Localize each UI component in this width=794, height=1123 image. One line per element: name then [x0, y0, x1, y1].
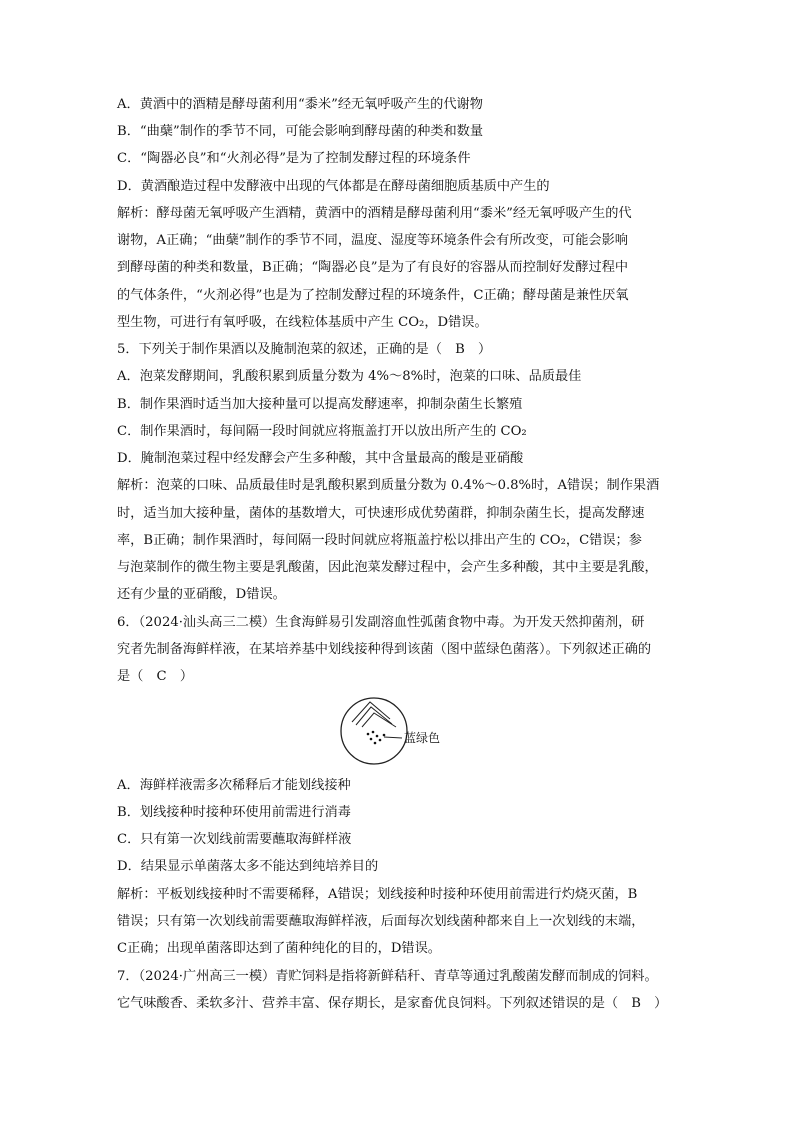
q4-option-d: D．黄酒酿造过程中发酵液中出现的气体都是在酵母菌细胞质基质中产生的 — [117, 179, 550, 194]
q4-analysis-line: 到酵母菌的种类和数量，B正确；“陶器必良”是为了有良好的容器从而控制好发酵过程中 — [117, 260, 629, 275]
q5-analysis-line: 时，适当加大接种量，菌体的基数增大，可快速形成优势菌群，抑制杂菌生长，提高发酵速 — [117, 506, 645, 521]
q6-option-b: B．划线接种时接种环使用前需进行消毒 — [117, 805, 351, 820]
q4-analysis-line: 解析：酵母菌无氧呼吸产生酒精，黄酒中的酒精是酵母菌利用“黍米”经无氧呼吸产生的代 — [117, 206, 632, 221]
q4-option-b: B．“曲蘖”制作的季节不同，可能会影响到酵母菌的种类和数量 — [117, 124, 484, 139]
q4-analysis-line: 型生物，可进行有氧呼吸，在线粒体基质中产生 CO₂，D错误。 — [117, 315, 488, 330]
q4-analysis-line: 的气体条件，“火剂必得”也是为了控制发酵过程的环境条件，C正确；酵母菌是兼性厌氧 — [117, 288, 629, 303]
q5-analysis-line: 解析：泡菜的口味、品质最佳时是乳酸积累到质量分数为 0.4%～0.8%时，A错误；制作果酒 — [117, 478, 660, 493]
q6-stem: 究者先制备海鲜样液，在某培养基中划线接种得到该菌（图中蓝绿色菌落）。下列叙述正确的 — [117, 642, 652, 657]
q5-option-c: C．制作果酒时，每间隔一段时间就应将瓶盖打开以放出所产生的 CO₂ — [117, 424, 527, 439]
streak-line-3 — [362, 713, 396, 727]
q6-analysis-line: 解析：平板划线接种时不需要稀释，A错误；划线接种时接种环使用前需进行灼烧灭菌，B — [117, 887, 638, 902]
q6-stem: 6．（2024·汕头高三二模）生食海鲜易引发副溶血性弧菌食物中毒。为开发天然抑菌剂，研 — [117, 615, 645, 630]
q6-option-a: A．海鲜样液需多次稀释后才能划线接种 — [117, 778, 351, 793]
q5-analysis-line: 还有少量的亚硝酸，D错误。 — [117, 587, 286, 602]
q7-stem: 它气味酸香、柔软多汁、营养丰富、保存期长，是家畜优良饲料。下列叙述错误的是（ B ） — [117, 996, 668, 1011]
q5-stem: 5．下列关于制作果酒以及腌制泡菜的叙述，正确的是（ B ） — [117, 342, 492, 357]
q5-option-d: D．腌制泡菜过程中经发酵会产生多种酸，其中含量最高的酸是亚硝酸 — [117, 451, 524, 466]
q6-stem: 是（ C ） — [117, 669, 194, 684]
q5-option-a: A．泡菜发酵期间，乳酸积累到质量分数为 4%～8%时，泡菜的口味、品质最佳 — [117, 369, 582, 384]
q7-stem: 7．（2024·广州高三一模）青贮饲料是指将新鲜秸秆、青草等通过乳酸菌发酵而制成的饲料。 — [117, 969, 658, 984]
figure-label-blue-green: 蓝绿色 — [404, 731, 441, 745]
q5-analysis-line: 与泡菜制作的微生物主要是乳酸菌，因此泡菜发酵过程中，会产生多种酸，其中主要是乳酸， — [117, 560, 658, 575]
petri-dish-figure — [340, 694, 470, 774]
q5-option-b: B．制作果酒时适当加大接种量可以提高发酵速率，抑制杂菌生长繁殖 — [117, 397, 523, 412]
q6-analysis-line: 错误；只有第一次划线前需要蘸取海鲜样液，后面每次划线菌种都来自上一次划线的末端， — [117, 914, 645, 929]
q4-analysis-line: 谢物，A正确；“曲蘖”制作的季节不同，温度、湿度等环境条件会有所改变，可能会影响 — [117, 233, 628, 248]
q6-analysis-line: C正确；出现单菌落即达到了菌种纯化的目的，D错误。 — [117, 941, 441, 956]
q4-option-a: A．黄酒中的酒精是酵母菌利用“黍米”经无氧呼吸产生的代谢物 — [117, 97, 483, 112]
label-pointer — [384, 737, 402, 738]
q6-option-d: D．结果显示单菌落太多不能达到纯培养目的 — [117, 859, 379, 874]
q4-option-c: C．“陶器必良”和“火剂必得”是为了控制发酵过程的环境条件 — [117, 151, 471, 166]
q6-option-c: C．只有第一次划线前需要蘸取海鲜样液 — [117, 832, 352, 847]
petri-dish-outline — [341, 698, 407, 764]
q5-analysis-line: 率，B正确；制作果酒时，每间隔一段时间就应将瓶盖拧松以排出产生的 CO₂，C错误；参 — [117, 533, 642, 548]
colony-dots — [367, 731, 386, 745]
